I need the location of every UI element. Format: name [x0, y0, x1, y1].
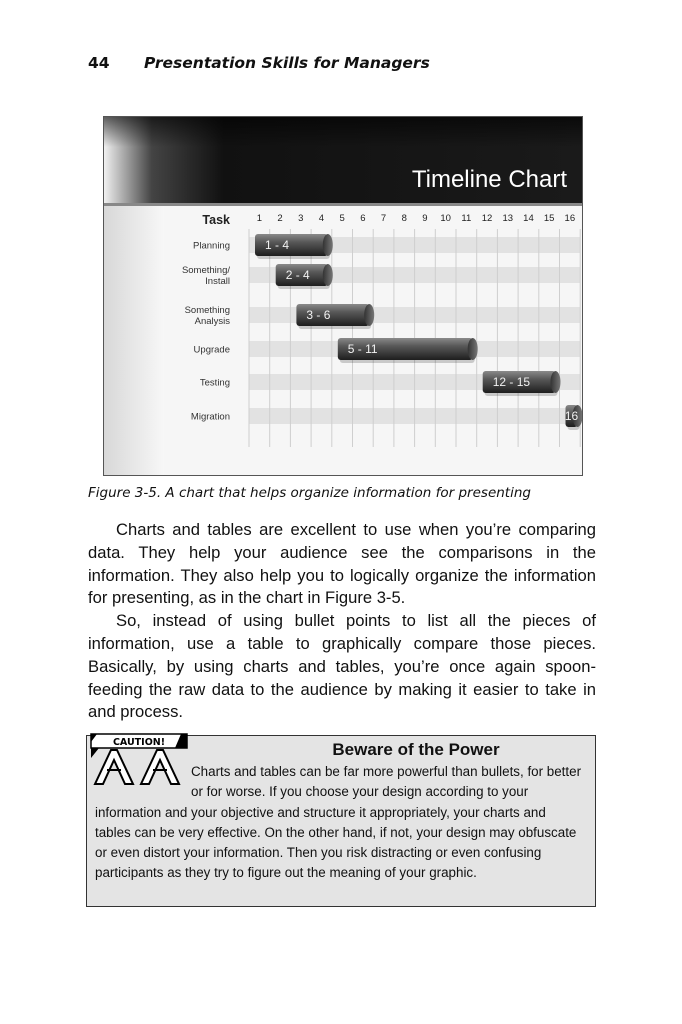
- caution-badge: CAUTION!: [112, 737, 166, 748]
- column-tick-label: 2: [277, 213, 283, 224]
- task-bar: [255, 234, 333, 259]
- bar-label: 16: [564, 409, 579, 423]
- paragraph: Charts and tables are excellent to use when you’re comparing data. They help your audience see the comparisons in the information. They also help you to logically organize the information for presenting, as in the chart in Figure 3-5.: [88, 520, 596, 608]
- column-tick-label: 9: [422, 213, 428, 224]
- task-label: Planning: [193, 240, 230, 252]
- bar-label: 5 - 11: [347, 342, 378, 356]
- column-tick-label: 1: [256, 213, 262, 224]
- caution-text-block: [95, 762, 585, 884]
- column-tick-label: 11: [461, 213, 472, 224]
- column-tick-label: 14: [523, 213, 534, 224]
- column-tick-label: 4: [318, 213, 325, 224]
- column-tick-label: 13: [502, 213, 514, 224]
- task-bar: [483, 371, 561, 396]
- bar-label: 1 - 4: [265, 238, 290, 252]
- body-text: [88, 519, 596, 724]
- task-bar: [296, 304, 374, 329]
- column-tick-label: 16: [564, 213, 576, 224]
- task-label: Migration: [190, 411, 230, 423]
- task-label: Install: [205, 276, 230, 287]
- column-tick-label: 3: [298, 213, 304, 224]
- task-label: Testing: [199, 377, 230, 389]
- column-tick-label: 12: [481, 213, 493, 224]
- book-title: Presentation Skills for Managers: [144, 54, 430, 72]
- task-bar: [565, 405, 582, 430]
- timeline-chart: [104, 117, 582, 475]
- bar-label: 12 - 15: [492, 375, 531, 389]
- timeline-chart-figure: [103, 116, 583, 476]
- task-label: Analysis: [194, 316, 230, 327]
- task-header: Task: [202, 213, 230, 227]
- column-tick-label: 8: [401, 213, 407, 224]
- task-label: Something: [184, 305, 230, 316]
- caution-text: Charts and tables can be far more powerful than bullets, for better or for worse. If you choose your design according to your information and your objective and structure it appropriately, your charts and tables can be very effective. On the other hand, if not, your design may obfuscate or even distort your information. Then you risk distracting or even confusing participants as they try to figure out the meaning of your graphic.: [95, 764, 582, 881]
- column-tick-label: 10: [440, 213, 451, 224]
- page-number: 44: [88, 54, 110, 72]
- caution-title: Beware of the Power: [332, 740, 500, 759]
- column-tick-label: 7: [380, 213, 387, 224]
- task-bar: [338, 338, 478, 363]
- paragraph: So, instead of using bullet points to list all the pieces of information, use a table to graphically compare those pieces. Basically, by using charts and tables, you’re once again spoon-feeding the raw data to the audience by making it easier to take in and process.: [88, 611, 596, 722]
- task-label: Upgrade: [193, 344, 230, 356]
- bar-label: 2 - 4: [285, 268, 310, 282]
- running-head: [88, 54, 430, 72]
- column-tick-label: 5: [339, 213, 345, 224]
- caution-box: [86, 735, 596, 907]
- task-label: Something/: [181, 265, 230, 276]
- column-tick-label: 15: [543, 213, 555, 224]
- task-bar: [276, 264, 333, 289]
- bar-label: 3 - 6: [306, 308, 331, 322]
- column-tick-label: 6: [360, 213, 366, 224]
- chart-title: Timeline Chart: [411, 166, 567, 193]
- figure-caption: Figure 3-5. A chart that helps organize information for presenting: [88, 485, 531, 501]
